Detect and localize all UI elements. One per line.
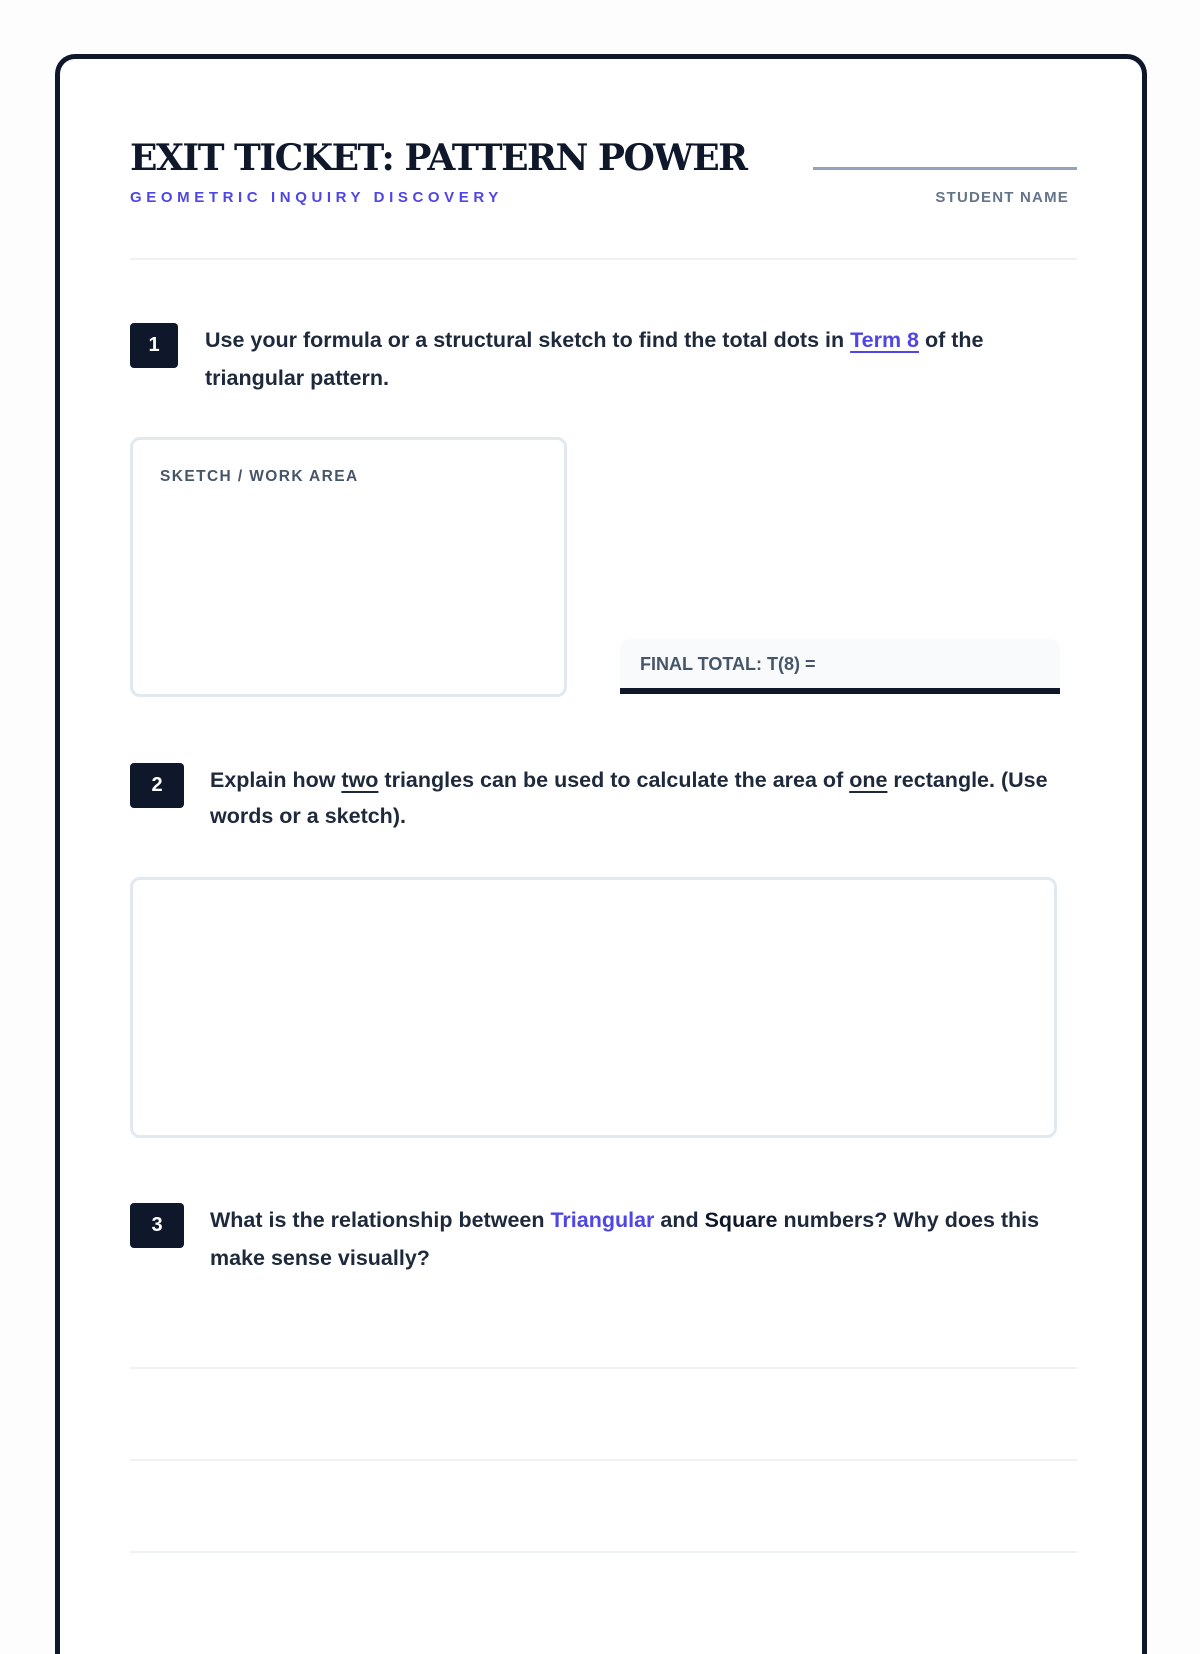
final-total-field[interactable] — [620, 639, 1060, 694]
question-2-text — [210, 762, 1090, 834]
question-3-number: 3 — [130, 1203, 184, 1248]
question-2-text-part1: Explain how — [210, 768, 342, 792]
answer-line-2[interactable] — [130, 1459, 1077, 1461]
question-2-text-part3: rectangle. (Use words or a sketch). — [210, 768, 1048, 828]
question-1-term-highlight: Term 8 — [850, 328, 920, 352]
question-1-text-start: Use your formula or a structural sketch to find the total dots in — [205, 328, 851, 352]
question-3-text-part2: and — [654, 1208, 705, 1232]
question-3-square-term: Square — [704, 1208, 778, 1232]
question-3-text — [210, 1201, 1090, 1277]
exit-ticket-card — [55, 54, 1147, 1654]
page-subtitle: GEOMETRIC INQUIRY DISCOVERY — [130, 189, 503, 206]
student-name-label: STUDENT NAME — [935, 189, 1069, 206]
sketch-work-area-label: SKETCH / WORK AREA — [160, 468, 359, 485]
question-1-text-end: of the triangular pattern. — [205, 328, 984, 390]
page-title: EXIT TICKET: PATTERN POWER — [130, 137, 747, 179]
question-3-text-part1: What is the relationship between — [210, 1208, 551, 1232]
question-1-number: 1 — [130, 323, 178, 368]
question-2-number: 2 — [130, 763, 184, 808]
question-2-text-part2: triangles can be used to calculate the area of — [378, 768, 850, 792]
header-divider — [130, 258, 1077, 260]
answer-line-1[interactable] — [130, 1367, 1077, 1369]
answer-line-3[interactable] — [130, 1551, 1077, 1553]
question-2-emphasis-one: one — [849, 768, 888, 792]
question-3-text-part3: numbers? Why does this make sense visually? — [210, 1208, 1040, 1270]
sketch-work-area[interactable] — [130, 437, 567, 697]
student-name-field[interactable] — [813, 167, 1077, 170]
question-2-emphasis-two: two — [341, 768, 379, 792]
question-3-triangular-term: Triangular — [550, 1208, 655, 1232]
question-1-text — [205, 321, 1085, 397]
question-2-answer-area[interactable] — [130, 877, 1057, 1138]
final-total-label: FINAL TOTAL: T(8) = — [640, 654, 816, 674]
